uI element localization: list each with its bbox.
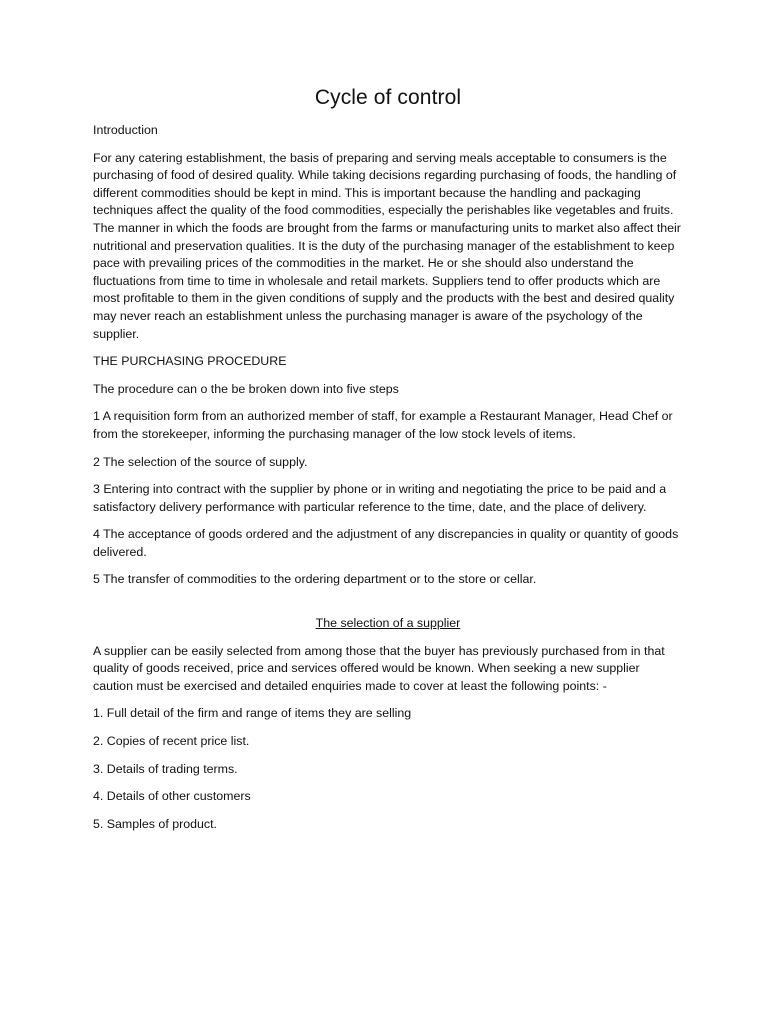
intro-paragraph: For any catering establishment, the basis of preparing and serving meals acceptable to consumers is the purchasing of food of desired quality. While taking decisions regarding purchasing of foods, the handling of different commodities should be kept in mind. This is important because the handling and packaging techniques affect the quality of the food commodities, especially the perishables like vegetables and fruits. The manner in which the foods are brought from the farms or manufacturing units to market also affect their nutritional and preservation qualities. It is the duty of the purchasing manager of the establishment to keep pace with prevailing prices of the commodities in the market. He or she should also understand the fluctuations from time to time in wholesale and retail markets. Suppliers tend to offer products which are most profitable to them in the given conditions of supply and the products with the best and desired quality may never reach an establishment unless the purchasing manager is aware of the psychology of the supplier. — [93, 150, 681, 341]
procedure-heading: THE PURCHASING PROCEDURE — [93, 354, 287, 369]
procedure-step: 3 Entering into contract with the supplier by phone or in writing and negotiating the price to be paid and a satisfactory delivery performance with particular reference to the time, date, and the place of delivery. — [93, 482, 667, 514]
intro-heading: Introduction — [93, 123, 158, 137]
procedure-intro: The procedure can o the be broken down into five steps — [93, 381, 399, 396]
supplier-point: 1. Full detail of the firm and range of items they are selling — [93, 706, 412, 721]
supplier-point: 3. Details of trading terms. — [93, 761, 238, 776]
supplier-point: 5. Samples of product. — [93, 816, 217, 831]
supplier-point: 4. Details of other customers — [93, 789, 251, 804]
document-page — [93, 84, 683, 843]
procedure-step: 5 The transfer of commodities to the ordering department or to the store or cellar. — [93, 572, 537, 587]
page-title: Cycle of control — [314, 86, 462, 109]
supplier-heading: The selection of a supplier — [315, 616, 461, 631]
procedure-step: 2 The selection of the source of supply. — [93, 454, 308, 469]
supplier-point: 2. Copies of recent price list. — [93, 734, 250, 749]
procedure-step: 1 A requisition form from an authorized member of staff, for example a Restaurant Manager, Head Chef or from the storekeeper, informing the purchasing manager of the low stock levels of items. — [93, 409, 673, 441]
supplier-paragraph: A supplier can be easily selected from among those that the buyer has previously purchased from in that quality of goods received, price and services offered would be known. When seeking a new supplier caution must be exercised and detailed enquiries made to cover at least the following points: - — [93, 643, 665, 693]
procedure-step: 4 The acceptance of goods ordered and the adjustment of any discrepancies in quality or quantity of goods delivered. — [93, 527, 679, 559]
